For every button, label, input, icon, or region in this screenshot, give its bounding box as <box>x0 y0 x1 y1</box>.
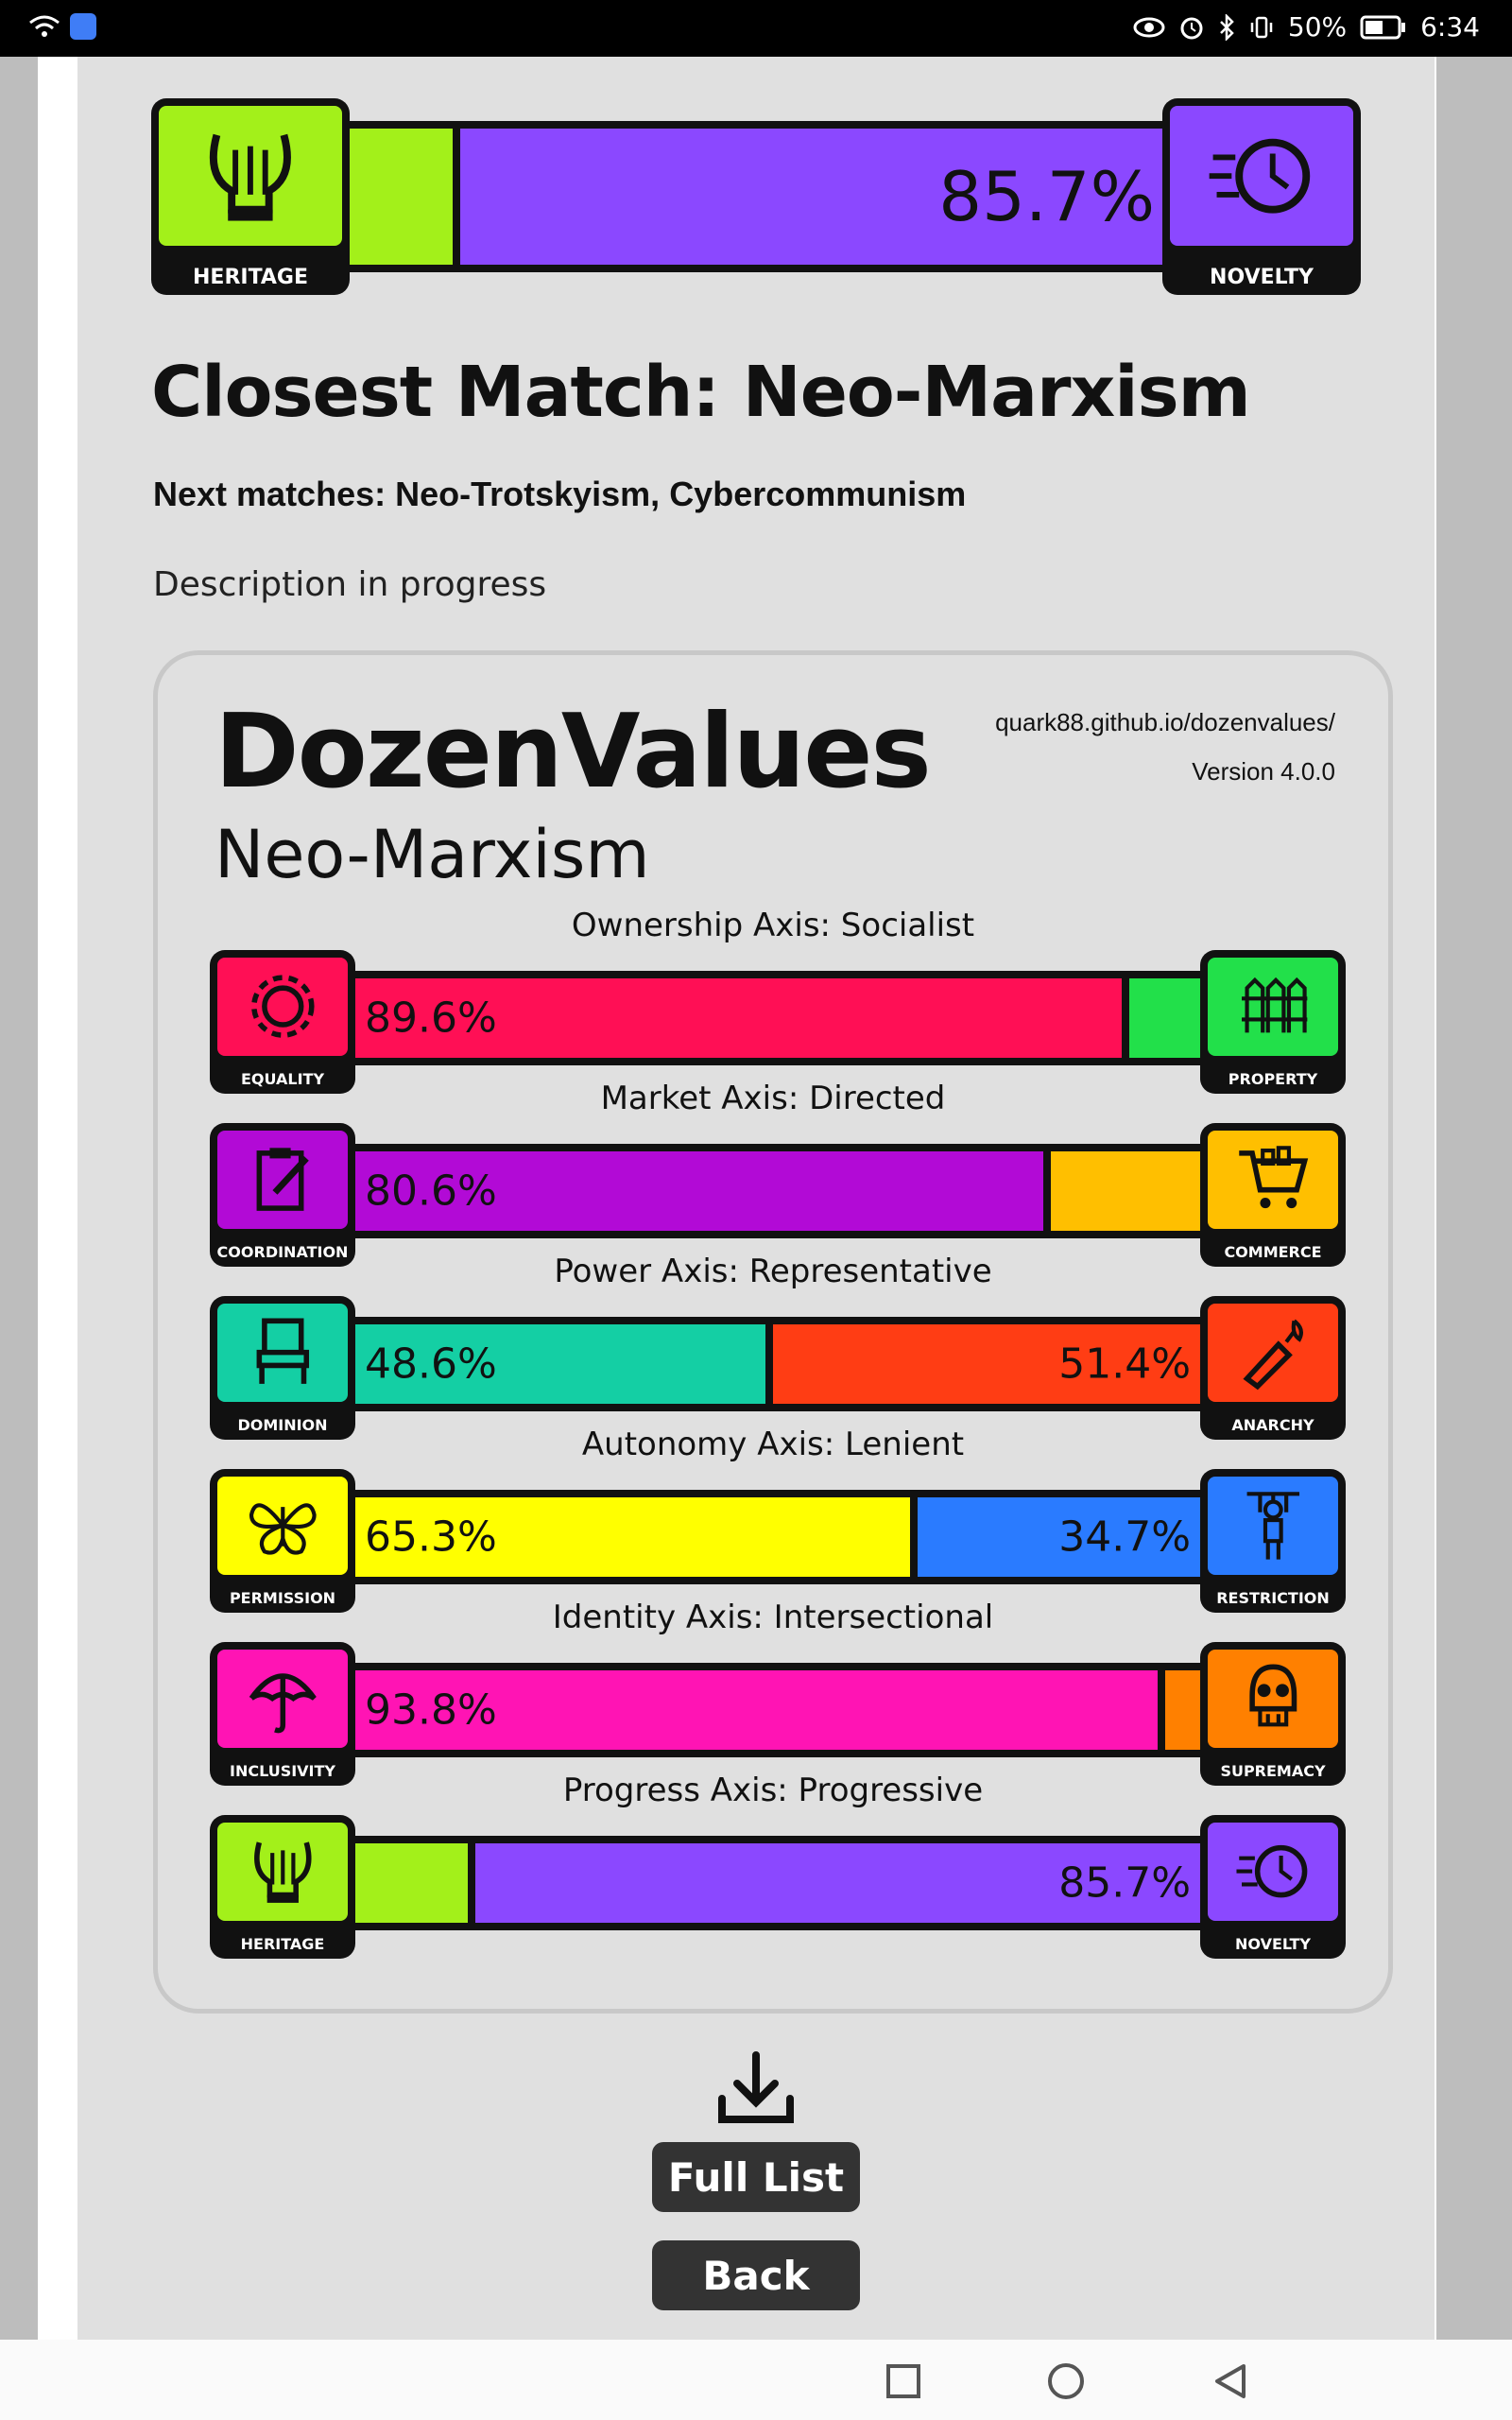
page-edge-left <box>38 57 77 2340</box>
butterfly-icon <box>237 1486 329 1564</box>
axis-title: Ownership Axis: Socialist <box>571 907 975 944</box>
axis-left-percent: 48.6% <box>365 1340 497 1389</box>
axis-right-icon-box <box>1200 1123 1346 1267</box>
axis-right-icon-box <box>1200 1296 1346 1440</box>
axis-bar <box>210 1469 1346 1613</box>
axis-left-icon-box <box>210 1123 355 1267</box>
battery-icon <box>1360 15 1407 40</box>
axis-left-percent: 89.6% <box>365 994 497 1043</box>
axis-bar <box>210 1296 1346 1440</box>
gear-icon <box>237 967 329 1046</box>
axis-left-label: EQUALITY <box>240 1070 325 1088</box>
clock-time: 6:34 <box>1420 11 1480 43</box>
axis-right-label: RESTRICTION <box>1216 1589 1330 1607</box>
axis-title: Market Axis: Directed <box>600 1080 946 1117</box>
clock-icon <box>1228 1832 1319 1910</box>
heritage-icon-box <box>151 98 350 295</box>
description-text: Description in progress <box>153 565 547 604</box>
axis-left-label: PERMISSION <box>229 1589 336 1607</box>
axis-title: Autonomy Axis: Lenient <box>581 1426 965 1463</box>
axis-left-percent: 93.8% <box>365 1685 497 1735</box>
axis-left-percent: 80.6% <box>365 1167 497 1216</box>
vibrate-icon <box>1248 14 1275 41</box>
axis-left-icon-box <box>210 950 355 1094</box>
download-icon[interactable] <box>714 2051 798 2127</box>
axis-left-label: INCLUSIVITY <box>229 1762 335 1780</box>
novelty-percent: 85.7% <box>938 157 1155 236</box>
clock-icon <box>1197 120 1326 232</box>
axis-left-label: HERITAGE <box>240 1935 325 1953</box>
axis-right-label: NOVELTY <box>1235 1935 1311 1953</box>
axis-right-label: ANARCHY <box>1231 1416 1314 1434</box>
axis-title: Progress Axis: Progressive <box>562 1772 984 1809</box>
novelty-label: NOVELTY <box>1210 266 1314 289</box>
left-gutter <box>0 57 38 2340</box>
axis-right-label: PROPERTY <box>1228 1070 1318 1088</box>
skull-icon <box>1228 1659 1319 1737</box>
molotov-icon <box>1228 1313 1319 1392</box>
cart-icon <box>1228 1140 1319 1219</box>
lyre-icon <box>186 120 315 232</box>
clipboard-icon <box>237 1140 329 1219</box>
full-list-button[interactable]: Full List <box>652 2142 860 2212</box>
heritage-label: HERITAGE <box>193 266 308 289</box>
axis-right-icon-box <box>1200 1469 1346 1613</box>
axis-left-fill <box>344 1843 468 1923</box>
axis-bar <box>210 1123 1346 1267</box>
axis-right-percent: 34.7% <box>1058 1512 1191 1562</box>
wifi-icon <box>28 13 60 40</box>
axis-left-label: DOMINION <box>237 1416 328 1434</box>
alarm-icon <box>1178 14 1205 41</box>
site-url: quark88.github.io/dozenvalues/ <box>995 708 1335 736</box>
progress-axis-bar <box>151 98 1361 295</box>
next-matches-text: Next matches: Neo-Trotskyism, Cybercommunism <box>153 475 967 513</box>
axis-left-icon-box <box>210 1296 355 1440</box>
ideology-name: Neo-Marxism <box>215 816 650 893</box>
axis-left-percent: 65.3% <box>365 1512 497 1562</box>
axis-left-label: COORDINATION <box>216 1243 349 1261</box>
page-edge-right <box>1435 57 1436 2340</box>
puppet-icon <box>1228 1486 1319 1564</box>
axis-right-label: SUPREMACY <box>1220 1762 1326 1780</box>
axis-right-fill <box>1051 1151 1211 1231</box>
results-card-image <box>153 650 1393 2014</box>
axis-left-icon-box <box>210 1642 355 1786</box>
status-bar <box>0 0 1512 57</box>
axis-bar <box>210 1815 1346 1959</box>
lyre-icon <box>237 1832 329 1910</box>
fence-icon <box>1228 967 1319 1046</box>
axis-bar <box>210 950 1346 1094</box>
axis-title: Identity Axis: Intersectional <box>552 1599 994 1636</box>
version-text: Version 4.0.0 <box>1192 757 1335 786</box>
axis-right-percent: 51.4% <box>1058 1340 1191 1389</box>
app-notification-icon <box>70 13 96 40</box>
axis-right-fill <box>1129 978 1211 1058</box>
right-gutter <box>1436 57 1512 2340</box>
axis-title: Power Axis: Representative <box>554 1253 992 1290</box>
recents-button[interactable] <box>883 2360 924 2402</box>
navigation-bar <box>0 2340 1512 2420</box>
axis-right-icon-box <box>1200 1815 1346 1959</box>
closest-match-heading: Closest Match: Neo-Marxism <box>151 352 1250 433</box>
axis-right-label: COMMERCE <box>1224 1243 1322 1261</box>
umbrella-icon <box>237 1659 329 1737</box>
axis-right-percent: 85.7% <box>1058 1858 1191 1908</box>
axis-right-icon-box <box>1200 1642 1346 1786</box>
back-button[interactable]: Back <box>652 2240 860 2310</box>
throne-icon <box>237 1313 329 1392</box>
back-nav-button[interactable] <box>1210 2360 1251 2402</box>
axis-bar <box>210 1642 1346 1786</box>
axis-left-icon-box <box>210 1815 355 1959</box>
home-button[interactable] <box>1045 2360 1087 2402</box>
brand-title: DozenValues <box>215 693 930 811</box>
axis-left-icon-box <box>210 1469 355 1613</box>
eye-icon <box>1133 16 1165 39</box>
bluetooth-icon <box>1218 14 1235 41</box>
battery-percent: 50% <box>1287 11 1348 43</box>
novelty-icon-box <box>1162 98 1361 295</box>
axis-right-icon-box <box>1200 950 1346 1094</box>
